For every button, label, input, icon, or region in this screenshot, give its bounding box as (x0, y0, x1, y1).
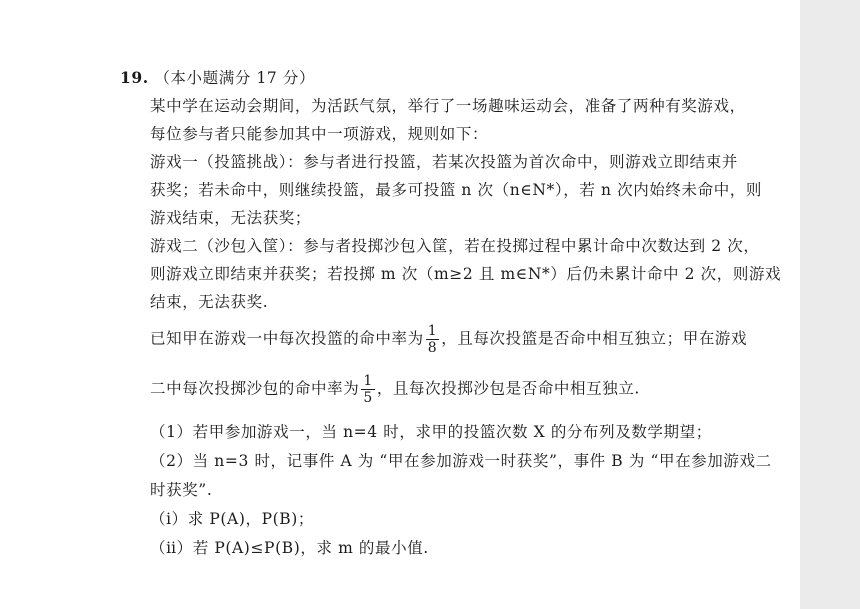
fraction-denominator: 8 (427, 340, 438, 356)
question-number: 19. (120, 68, 149, 87)
game2-line-2: 则游戏立即结束并获奖；若投掷 m 次（m≥2 且 m∈N*）后仍未累计命中 2 次，则游戏 (150, 265, 782, 283)
question-header (120, 68, 315, 88)
fraction-denominator: 5 (363, 390, 373, 406)
fraction-one-fifth (361, 374, 375, 405)
question-part-2-line-2: 时获奖”. (150, 481, 213, 499)
intro-line-1: 某中学在运动会期间，为活跃气氛，举行了一场趣味运动会，准备了两种有奖游戏， (150, 97, 746, 115)
question-part-2-line-1: （2）当 n=3 时，记事件 A 为 “甲在参加游戏一时获奖”，事件 B 为 “甲在参加游戏二 (150, 452, 772, 470)
game1-line-2: 获奖；若未命中，则继续投篮，最多可投篮 n 次（n∈N*），若 n 次内始终未命中，则 (150, 181, 762, 199)
known-text-2b: ，且每次投掷沙包是否命中相互独立. (376, 379, 640, 398)
fraction-one-eighth (426, 324, 440, 355)
known-line-1 (150, 324, 747, 355)
sub-question-i: （ⅰ）求 P(A)，P(B)； (150, 510, 315, 528)
game1-line-3: 游戏结束，无法获奖； (150, 209, 312, 227)
game1-line-1: 游戏一（投篮挑战）：参与者进行投篮，若某次投篮为首次命中，则游戏立即结束并 (150, 153, 738, 171)
known-line-2 (150, 374, 640, 405)
score-note: （本小题满分 17 分） (154, 69, 316, 87)
fraction-numerator: 1 (427, 323, 438, 339)
known-text-2a: 二中每次投掷沙包的命中率为 (150, 379, 360, 398)
known-text-1b: ，且每次投篮是否命中相互独立；甲在游戏 (441, 329, 748, 348)
sub-question-ii: （ⅱ）若 P(A)≤P(B)，求 m 的最小值. (150, 539, 429, 557)
known-text-1a: 已知甲在游戏一中每次投篮的命中率为 (150, 329, 424, 348)
question-part-1: （1）若甲参加游戏一，当 n=4 时，求甲的投篮次数 X 的分布列及数学期望； (150, 423, 712, 441)
game2-line-3: 结束，无法获奖. (150, 293, 269, 311)
game2-line-1: 游戏二（沙包入筐）：参与者投掷沙包入筐，若在投掷过程中累计命中次数达到 2 次， (150, 237, 760, 255)
intro-line-2: 每位参与者只能参加其中一项游戏，规则如下： (150, 125, 489, 143)
page-edge-shadow (800, 0, 860, 609)
fraction-numerator: 1 (363, 373, 373, 389)
